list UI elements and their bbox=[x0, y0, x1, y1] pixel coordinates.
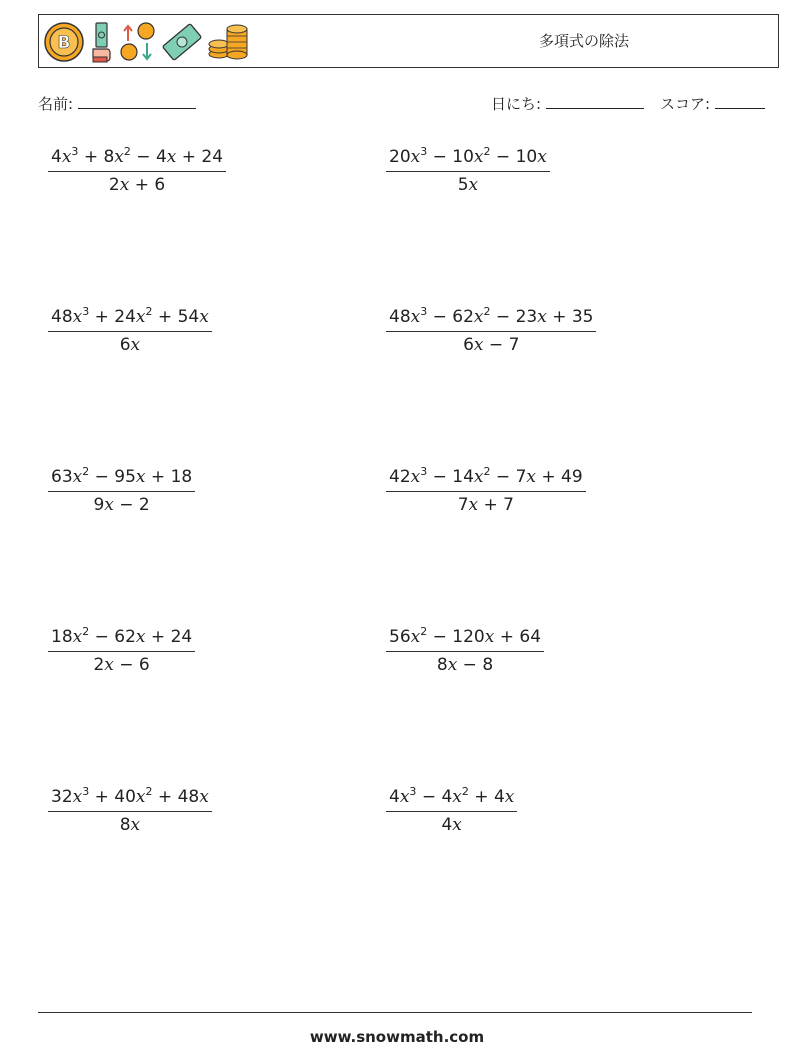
numerator: $48x^3 - 62x^2 - 23x + 35$ bbox=[386, 307, 596, 332]
date-label: 日にち: bbox=[491, 95, 542, 113]
problem-item bbox=[48, 307, 212, 355]
problem-item bbox=[386, 147, 550, 195]
worksheet-header bbox=[38, 14, 779, 68]
problem-item bbox=[386, 787, 517, 835]
problem-item bbox=[48, 467, 195, 515]
denominator: 8x − 8 bbox=[436, 655, 494, 675]
denominator: 9x − 2 bbox=[93, 495, 150, 515]
denominator: 6x − 7 bbox=[463, 335, 520, 355]
problem-item bbox=[386, 307, 596, 355]
svg-text:B: B bbox=[57, 33, 71, 53]
problem-item bbox=[48, 627, 195, 675]
date-field[interactable] bbox=[491, 93, 644, 114]
numerator: $63x^2 - 95x + 18$ bbox=[48, 467, 195, 492]
fraction bbox=[48, 467, 195, 515]
fraction bbox=[386, 787, 517, 835]
fraction bbox=[48, 147, 226, 195]
denominator: 4x bbox=[441, 815, 462, 835]
fraction bbox=[386, 467, 586, 515]
fraction bbox=[386, 627, 544, 675]
denominator: 5x bbox=[457, 175, 479, 195]
header-icons bbox=[43, 20, 249, 64]
score-field[interactable] bbox=[660, 93, 765, 114]
bitcoin-coin-icon bbox=[43, 21, 85, 63]
fraction bbox=[48, 307, 212, 355]
denominator: 2x + 6 bbox=[108, 175, 166, 195]
denominator: 8x bbox=[119, 815, 141, 835]
name-field[interactable] bbox=[38, 93, 196, 114]
coin-exchange-icon bbox=[119, 21, 157, 63]
footer-url: www.snowmath.com bbox=[309, 1028, 485, 1046]
numerator: $56x^2 - 120x + 64$ bbox=[386, 627, 544, 652]
problem-item bbox=[386, 627, 544, 675]
numerator: $4x^3 + 8x^2 - 4x + 24$ bbox=[48, 147, 226, 172]
denominator: 2x − 6 bbox=[93, 655, 150, 675]
fraction bbox=[386, 147, 550, 195]
banknote-icon bbox=[162, 21, 202, 63]
fraction bbox=[48, 627, 195, 675]
numerator: $18x^2 - 62x + 24$ bbox=[48, 627, 195, 652]
numerator: $42x^3 - 14x^2 - 7x + 49$ bbox=[386, 467, 586, 492]
fraction bbox=[386, 307, 596, 355]
problem-item bbox=[386, 467, 586, 515]
problem-item bbox=[48, 787, 212, 835]
footer-divider bbox=[38, 1012, 752, 1013]
hand-with-banknote-icon bbox=[90, 21, 114, 63]
worksheet-title: 多項式の除法 bbox=[539, 32, 630, 50]
numerator: $20x^3 - 10x^2 - 10x$ bbox=[386, 147, 550, 172]
numerator: $48x^3 + 24x^2 + 54x$ bbox=[48, 307, 212, 332]
problem-item bbox=[48, 147, 226, 195]
denominator: 7x + 7 bbox=[457, 495, 514, 515]
score-label: スコア: bbox=[660, 95, 711, 113]
denominator: 6x bbox=[119, 335, 141, 355]
name-blank-line[interactable] bbox=[78, 95, 196, 109]
score-blank-line[interactable] bbox=[715, 95, 765, 109]
numerator: $4x^3 - 4x^2 + 4x$ bbox=[386, 787, 517, 812]
name-label: 名前: bbox=[38, 95, 74, 113]
coin-stack-icon bbox=[207, 21, 249, 63]
numerator: $32x^3 + 40x^2 + 48x$ bbox=[48, 787, 212, 812]
date-blank-line[interactable] bbox=[546, 95, 644, 109]
fraction bbox=[48, 787, 212, 835]
